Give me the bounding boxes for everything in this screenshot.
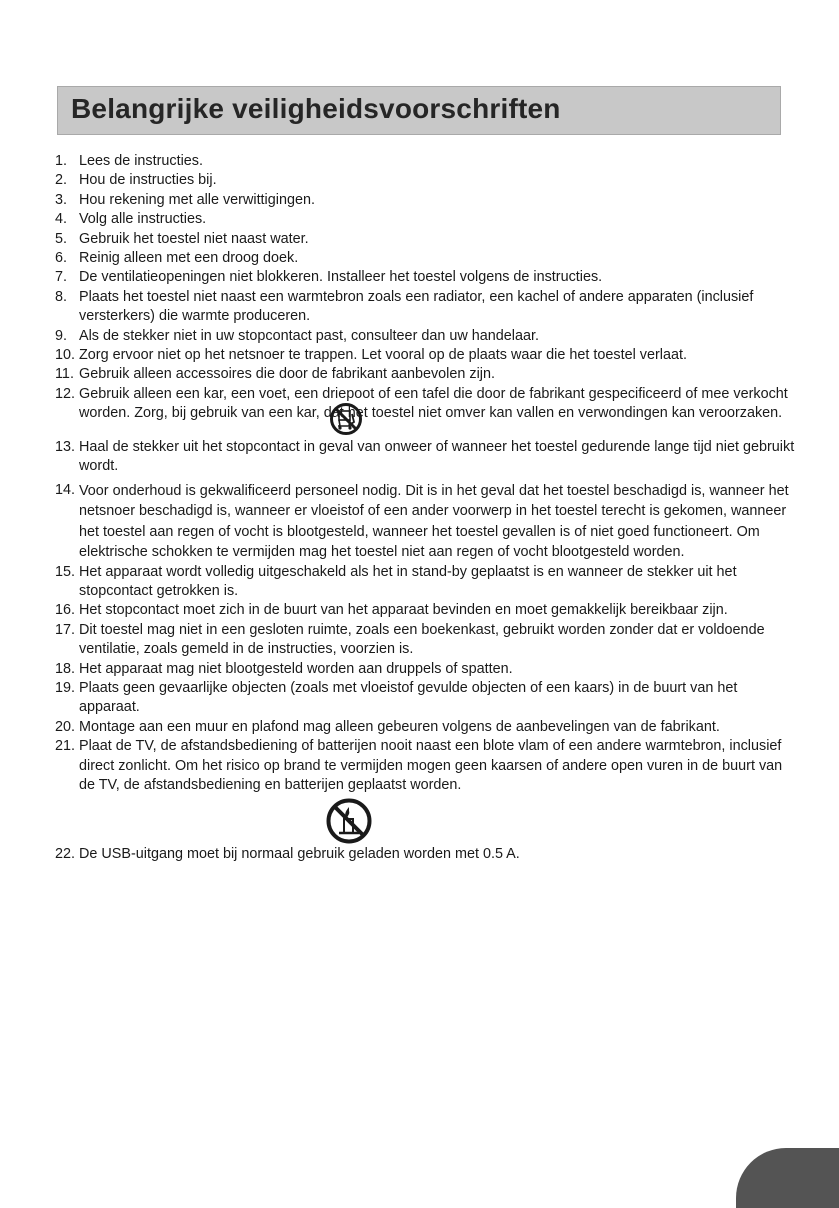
- list-item: 9. Als de stekker niet in uw stopcontact past, consulteer dan uw handelaar.: [55, 327, 539, 344]
- list-item: 15. Het apparaat wordt volledig uitgeschakeld als het in stand-by geplaatst is en wanneer de stekker uit het stopcontact getrokken is.: [55, 563, 737, 599]
- list-item: 21. Plaat de TV, de afstandsbediening of batterijen nooit naast een blote vlam of een andere warmtebron, inclusief direct zonlicht. Om het risico op brand te vermijden mogen geen kaarsen of andere open vuren in de buurt van de TV, de afstandsbediening en batterijen geplaatst worden.: [55, 738, 783, 793]
- cart-warning-row: [55, 424, 800, 438]
- list-item: 14. Voor onderhoud is gekwalificeerd personeel nodig. Dit is in het geval dat het toestel beschadigd is, wanneer het netsnoer beschadigd is, wanneer er vloeistof of een ander voorwerp in het toestel terecht is gekomen, wanneer het toestel aan regen of vocht is blootgesteld, wanneer het toestel gevallen is of niet goed functioneert. Om elektrische schokken te vermijden mag het toestel niet aan regen of vocht blootgesteld worden.: [55, 481, 789, 560]
- list-item: 4. Volg alle instructies.: [55, 211, 207, 228]
- list-item: 22. De USB-uitgang moet bij normaal gebruik geladen worden met 0.5 A.: [55, 846, 520, 863]
- section-header: [57, 86, 781, 135]
- list-item: 10. Zorg ervoor niet op het netsnoer te trappen. Let vooral op de plaats waar die het toestel verlaat.: [55, 347, 687, 364]
- list-item: 12. Gebruik alleen een kar, een voet, een driepoot of een tafel die door de fabrikant gespecificeerd of mee verkocht worden. Zorg, bij gebruik van een kar, dat het toestel niet omver kan vallen en verwondingen kan veroorzaken.: [55, 385, 788, 422]
- no-open-flame-icon: [325, 797, 373, 845]
- list-item: 11. Gebruik alleen accessoires die door de fabrikant aanbevolen zijn.: [55, 366, 495, 383]
- list-item: 5. Gebruik het toestel niet naast water.: [55, 230, 309, 247]
- instructions-list: [55, 152, 800, 865]
- list-item: 20. Montage aan een muur en plafond mag alleen gebeuren volgens de aanbevelingen van de fabrikant.: [55, 718, 720, 735]
- list-item: 19. Plaats geen gevaarlijke objecten (zoals met vloeistof gevulde objecten of een kaars) in de buurt van het apparaat.: [55, 679, 738, 716]
- flame-warning-row: [55, 795, 800, 845]
- list-item: 8. Plaats het toestel niet naast een warmtebron zoals een radiator, een kachel of andere apparaten (inclusief versterkers) die warmte produceren.: [55, 288, 754, 325]
- list-item: 1. Lees de instructies.: [55, 153, 203, 169]
- list-item: 13. Haal de stekker uit het stopcontact in geval van onweer of wanneer het toestel gedurende lange tijd niet gebruikt wordt.: [55, 438, 795, 475]
- list-item: 3. Hou rekening met alle verwittigingen.: [55, 191, 315, 208]
- list-item: 2. Hou de instructies bij.: [55, 172, 217, 189]
- list-item: 18. Het apparaat mag niet blootgesteld worden aan druppels of spatten.: [55, 660, 513, 677]
- list-item: 7. De ventilatieopeningen niet blokkeren. Installeer het toestel volgens de instructies.: [55, 269, 603, 286]
- list-item: 17. Dit toestel mag niet in een gesloten ruimte, zoals een boekenkast, gebruikt worden zonder dat er voldoende ventilatie, zoals gemeld in de instructies, voorzien is.: [55, 621, 765, 658]
- page-edge-tab: [736, 1148, 839, 1208]
- page-title: Belangrijke veiligheidsvoorschriften: [71, 93, 561, 124]
- list-item: 16. Het stopcontact moet zich in de buurt van het apparaat bevinden en moet gemakkelijk bereikbaar zijn.: [55, 602, 728, 619]
- list-item: 6. Reinig alleen met een droog doek.: [55, 250, 299, 267]
- cart-tip-over-warning-icon: [329, 402, 363, 436]
